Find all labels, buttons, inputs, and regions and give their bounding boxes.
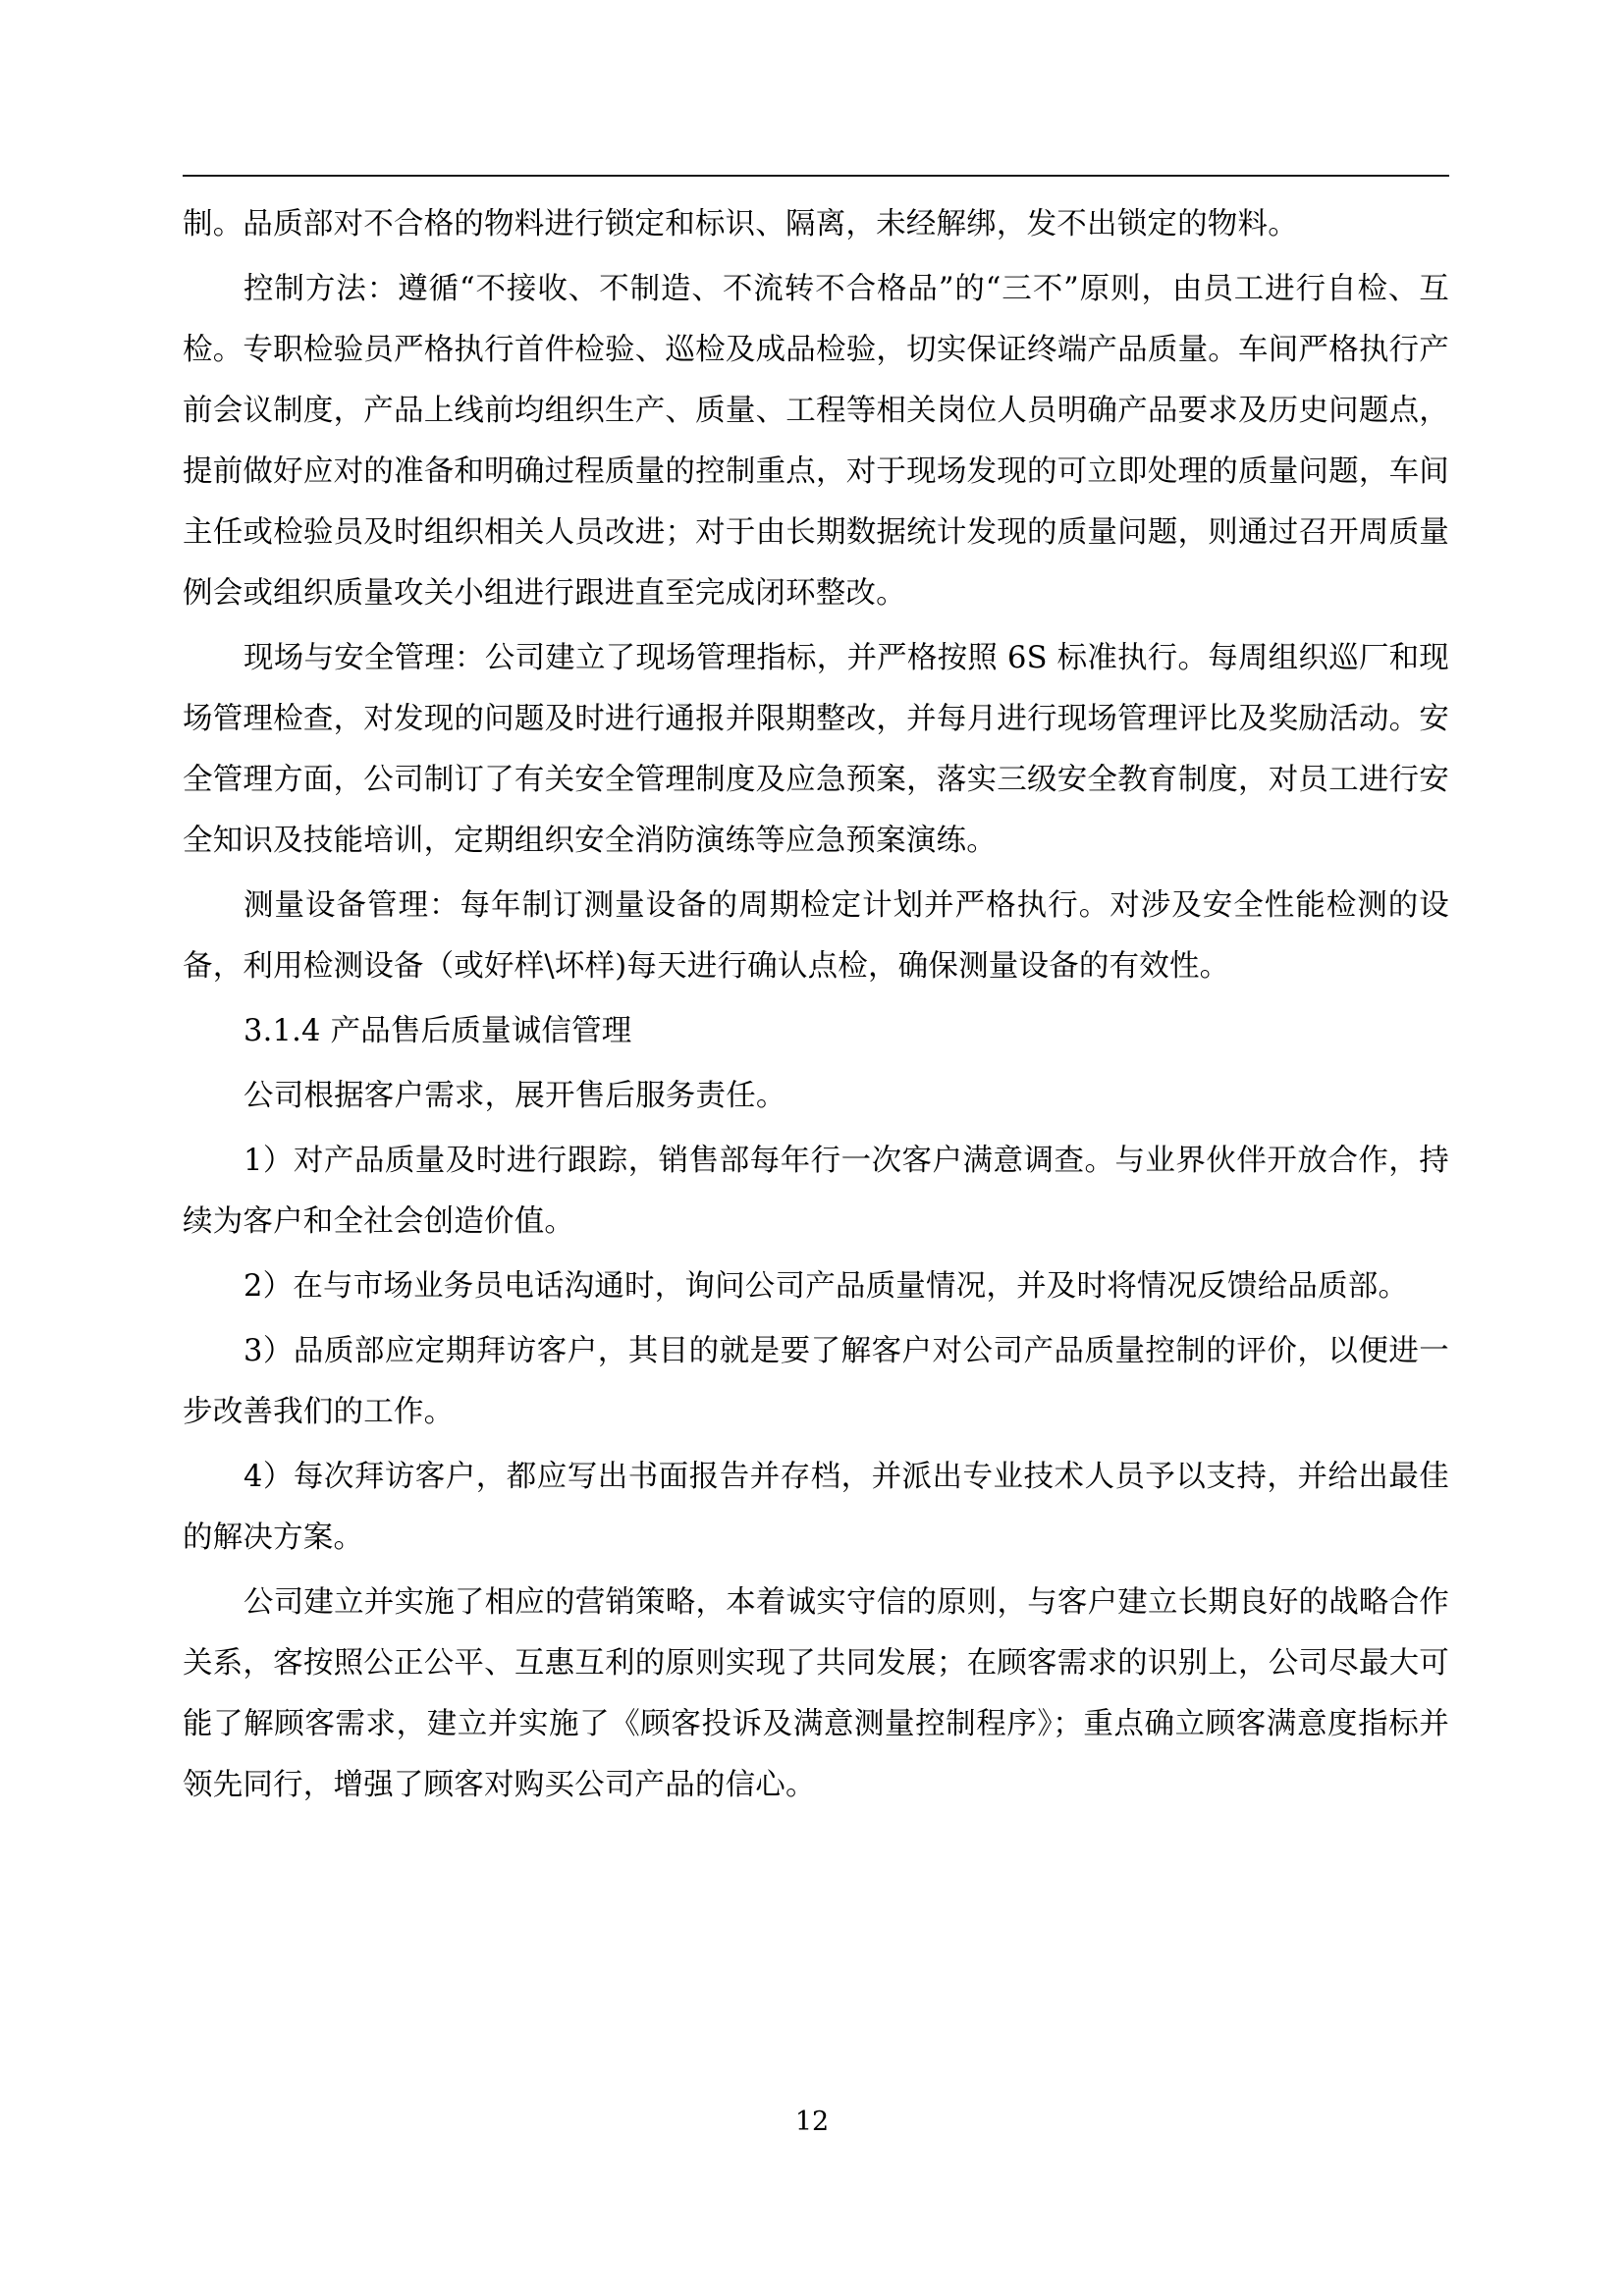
- paragraph: 公司根据客户需求，展开售后服务责任。: [244, 1079, 786, 1113]
- paragraph: 控制方法：遵循“不接收、不制造、不流转不合格品”的“三不”原则，由员工进行自检、互检。专职检验员严格执行首件检验、巡检及成品检验，切实保证终端产品质量。车间严格执行产前会议制度，产品上线前均组织生产、质量、工程等相关岗位人员明确产品要求及历史问题点，提前做好应对的准备和明确过程质量的控制重点，对于现场发现的可立即处理的质量问题，车间主任或检验员及时组织相关人员改进；对于由长期数据统计发现的质量问题，则通过召开周质量例会或组织质量攻关小组进行跟进直至完成闭环整改。: [183, 272, 1449, 611]
- paragraph: 1）对产品质量及时进行跟踪，销售部每年行一次客户满意调查。与业界伙伴开放合作，持续为客户和全社会创造价值。: [183, 1144, 1449, 1239]
- paragraph: 2）在与市场业务员电话沟通时，询问公司产品质量情况，并及时将情况反馈给品质部。: [244, 1269, 1409, 1304]
- header-divider-rule: [183, 175, 1449, 177]
- paragraph: 测量设备管理：每年制订测量设备的周期检定计划并严格执行。对涉及安全性能检测的设备，利用检测设备（或好样\坏样)每天进行确认点检，确保测量设备的有效性。: [183, 888, 1449, 984]
- paragraph: 4）每次拜访客户，都应写出书面报告并存档，并派出专业技术人员予以支持，并给出最佳的解决方案。: [183, 1460, 1449, 1555]
- section-heading: 3.1.4 产品售后质量诚信管理: [244, 1014, 632, 1048]
- document-body: [183, 194, 1449, 1816]
- paragraph: 制。品质部对不合格的物料进行锁定和标识、隔离，未经解绑，发不出锁定的物料。: [183, 207, 1298, 241]
- paragraph: 现场与安全管理：公司建立了现场管理指标，并严格按照 6S 标准执行。每周组织巡厂和现场管理检查，对发现的问题及时进行通报并限期整改，并每月进行现场管理评比及奖励活动。安全管理方面，公司制订了有关安全管理制度及应急预案，落实三级安全教育制度，对员工进行安全知识及技能培训，定期组织安全消防演练等应急预案演练。: [183, 641, 1449, 858]
- page-number: 12: [794, 2107, 830, 2137]
- paragraph: 3）品质部应定期拜访客户，其目的就是要了解客户对公司产品质量控制的评价，以便进一步改善我们的工作。: [183, 1334, 1449, 1429]
- paragraph: 公司建立并实施了相应的营销策略，本着诚实守信的原则，与客户建立长期良好的战略合作关系，客按照公正公平、互惠互利的原则实现了共同发展；在顾客需求的识别上，公司尽最大可能了解顾客需求，建立并实施了《顾客投诉及满意测量控制程序》；重点确立顾客满意度指标并领先同行，增强了顾客对购买公司产品的信心。: [183, 1585, 1449, 1802]
